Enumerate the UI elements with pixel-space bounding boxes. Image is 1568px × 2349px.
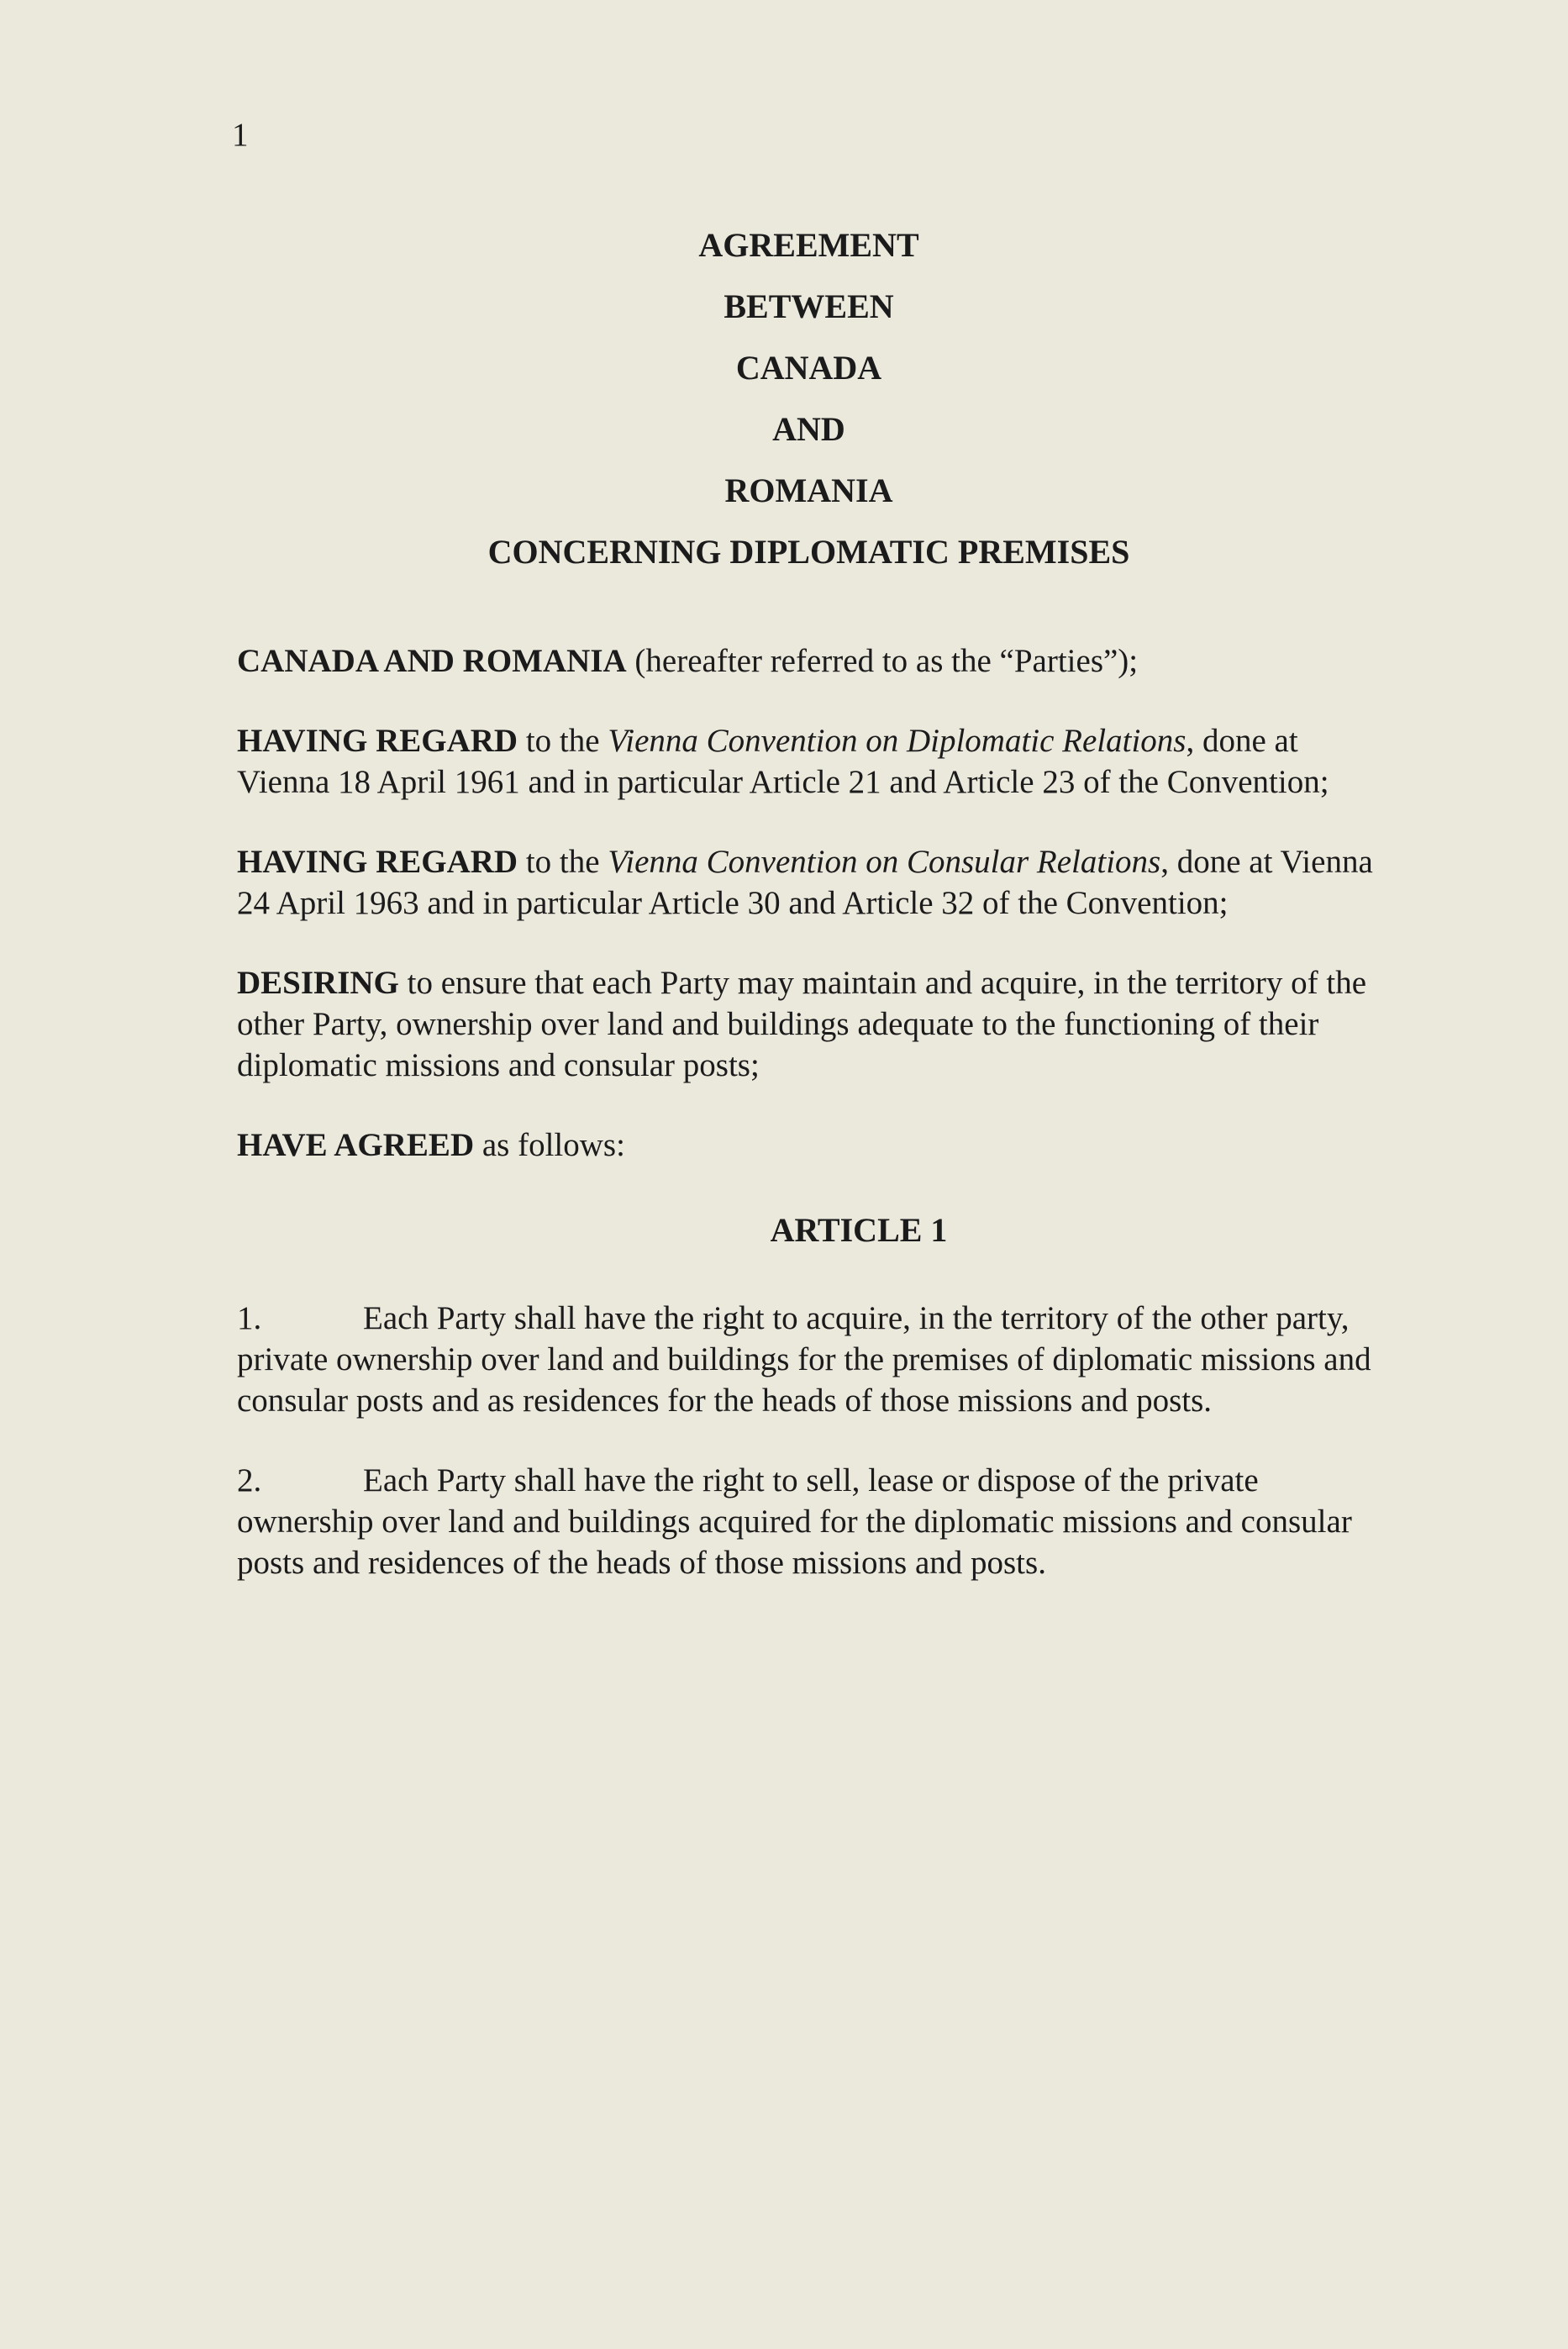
lead-text: HAVE AGREED [237, 1127, 475, 1163]
preamble-diplomatic-convention [237, 720, 1380, 803]
convention-title: Vienna Convention on Diplomatic Relations [608, 723, 1187, 759]
paragraph-number: 2. [237, 1462, 262, 1498]
title-line: CANADA [735, 349, 882, 387]
lead-text: HAVING REGARD [237, 723, 518, 759]
preamble-parties [237, 640, 1380, 682]
clause-text: to ensure that each Party may maintain and acquire, in the territory of the other Party, ownership over land and buildings adequate to the functioning of their diplomatic missions and consular posts; [237, 965, 1367, 1083]
lead-text: DESIRING [237, 965, 399, 1001]
lead-text: CANADA AND ROMANIA [237, 643, 627, 679]
title-line: AND [772, 410, 845, 448]
preamble-consular-convention [237, 841, 1380, 924]
clause-text: , done at Vienna 18 April 1961 and in particular Article 21 and Article 23 of the Convention; [237, 723, 1329, 800]
paragraph-text: Each Party shall have the right to sell, lease or dispose of the private ownership over land and buildings acquired for the diplomatic missions and consular posts and residences of the heads of those missions and posts. [237, 1462, 1352, 1581]
title-line: CONCERNING DIPLOMATIC PREMISES [487, 533, 1130, 571]
preamble-desiring [237, 962, 1380, 1086]
article-paragraph [237, 1298, 1380, 1421]
clause-text: (hereafter referred to as the “Parties”); [626, 643, 1139, 679]
title-line: ROMANIA [724, 471, 893, 509]
convention-title: Vienna Convention on Consular Relations [608, 844, 1161, 880]
clause-text: to the [518, 844, 608, 880]
article-heading: ARTICLE 1 [770, 1211, 948, 1249]
page-number: 1 [232, 117, 249, 153]
lead-text: HAVING REGARD [237, 844, 518, 880]
paragraph-text: Each Party shall have the right to acquire, in the territory of the other party, private ownership over land and buildings for the premises of diplomatic missions and consular posts and as residences for the heads of those missions and posts. [237, 1300, 1371, 1419]
title-line: BETWEEN [723, 287, 894, 325]
preamble-have-agreed [237, 1124, 1380, 1166]
clause-text: , done at Vienna 24 April 1963 and in particular Article 30 and Article 32 of the Convention; [237, 844, 1373, 921]
title-line: AGREEMENT [698, 226, 919, 264]
agreement-title [0, 214, 1568, 582]
clause-text: as follows: [474, 1127, 625, 1163]
article-paragraph [237, 1460, 1380, 1583]
paragraph-number: 1. [237, 1300, 262, 1336]
agreement-body [237, 640, 1380, 1622]
clause-text: to the [518, 723, 608, 759]
